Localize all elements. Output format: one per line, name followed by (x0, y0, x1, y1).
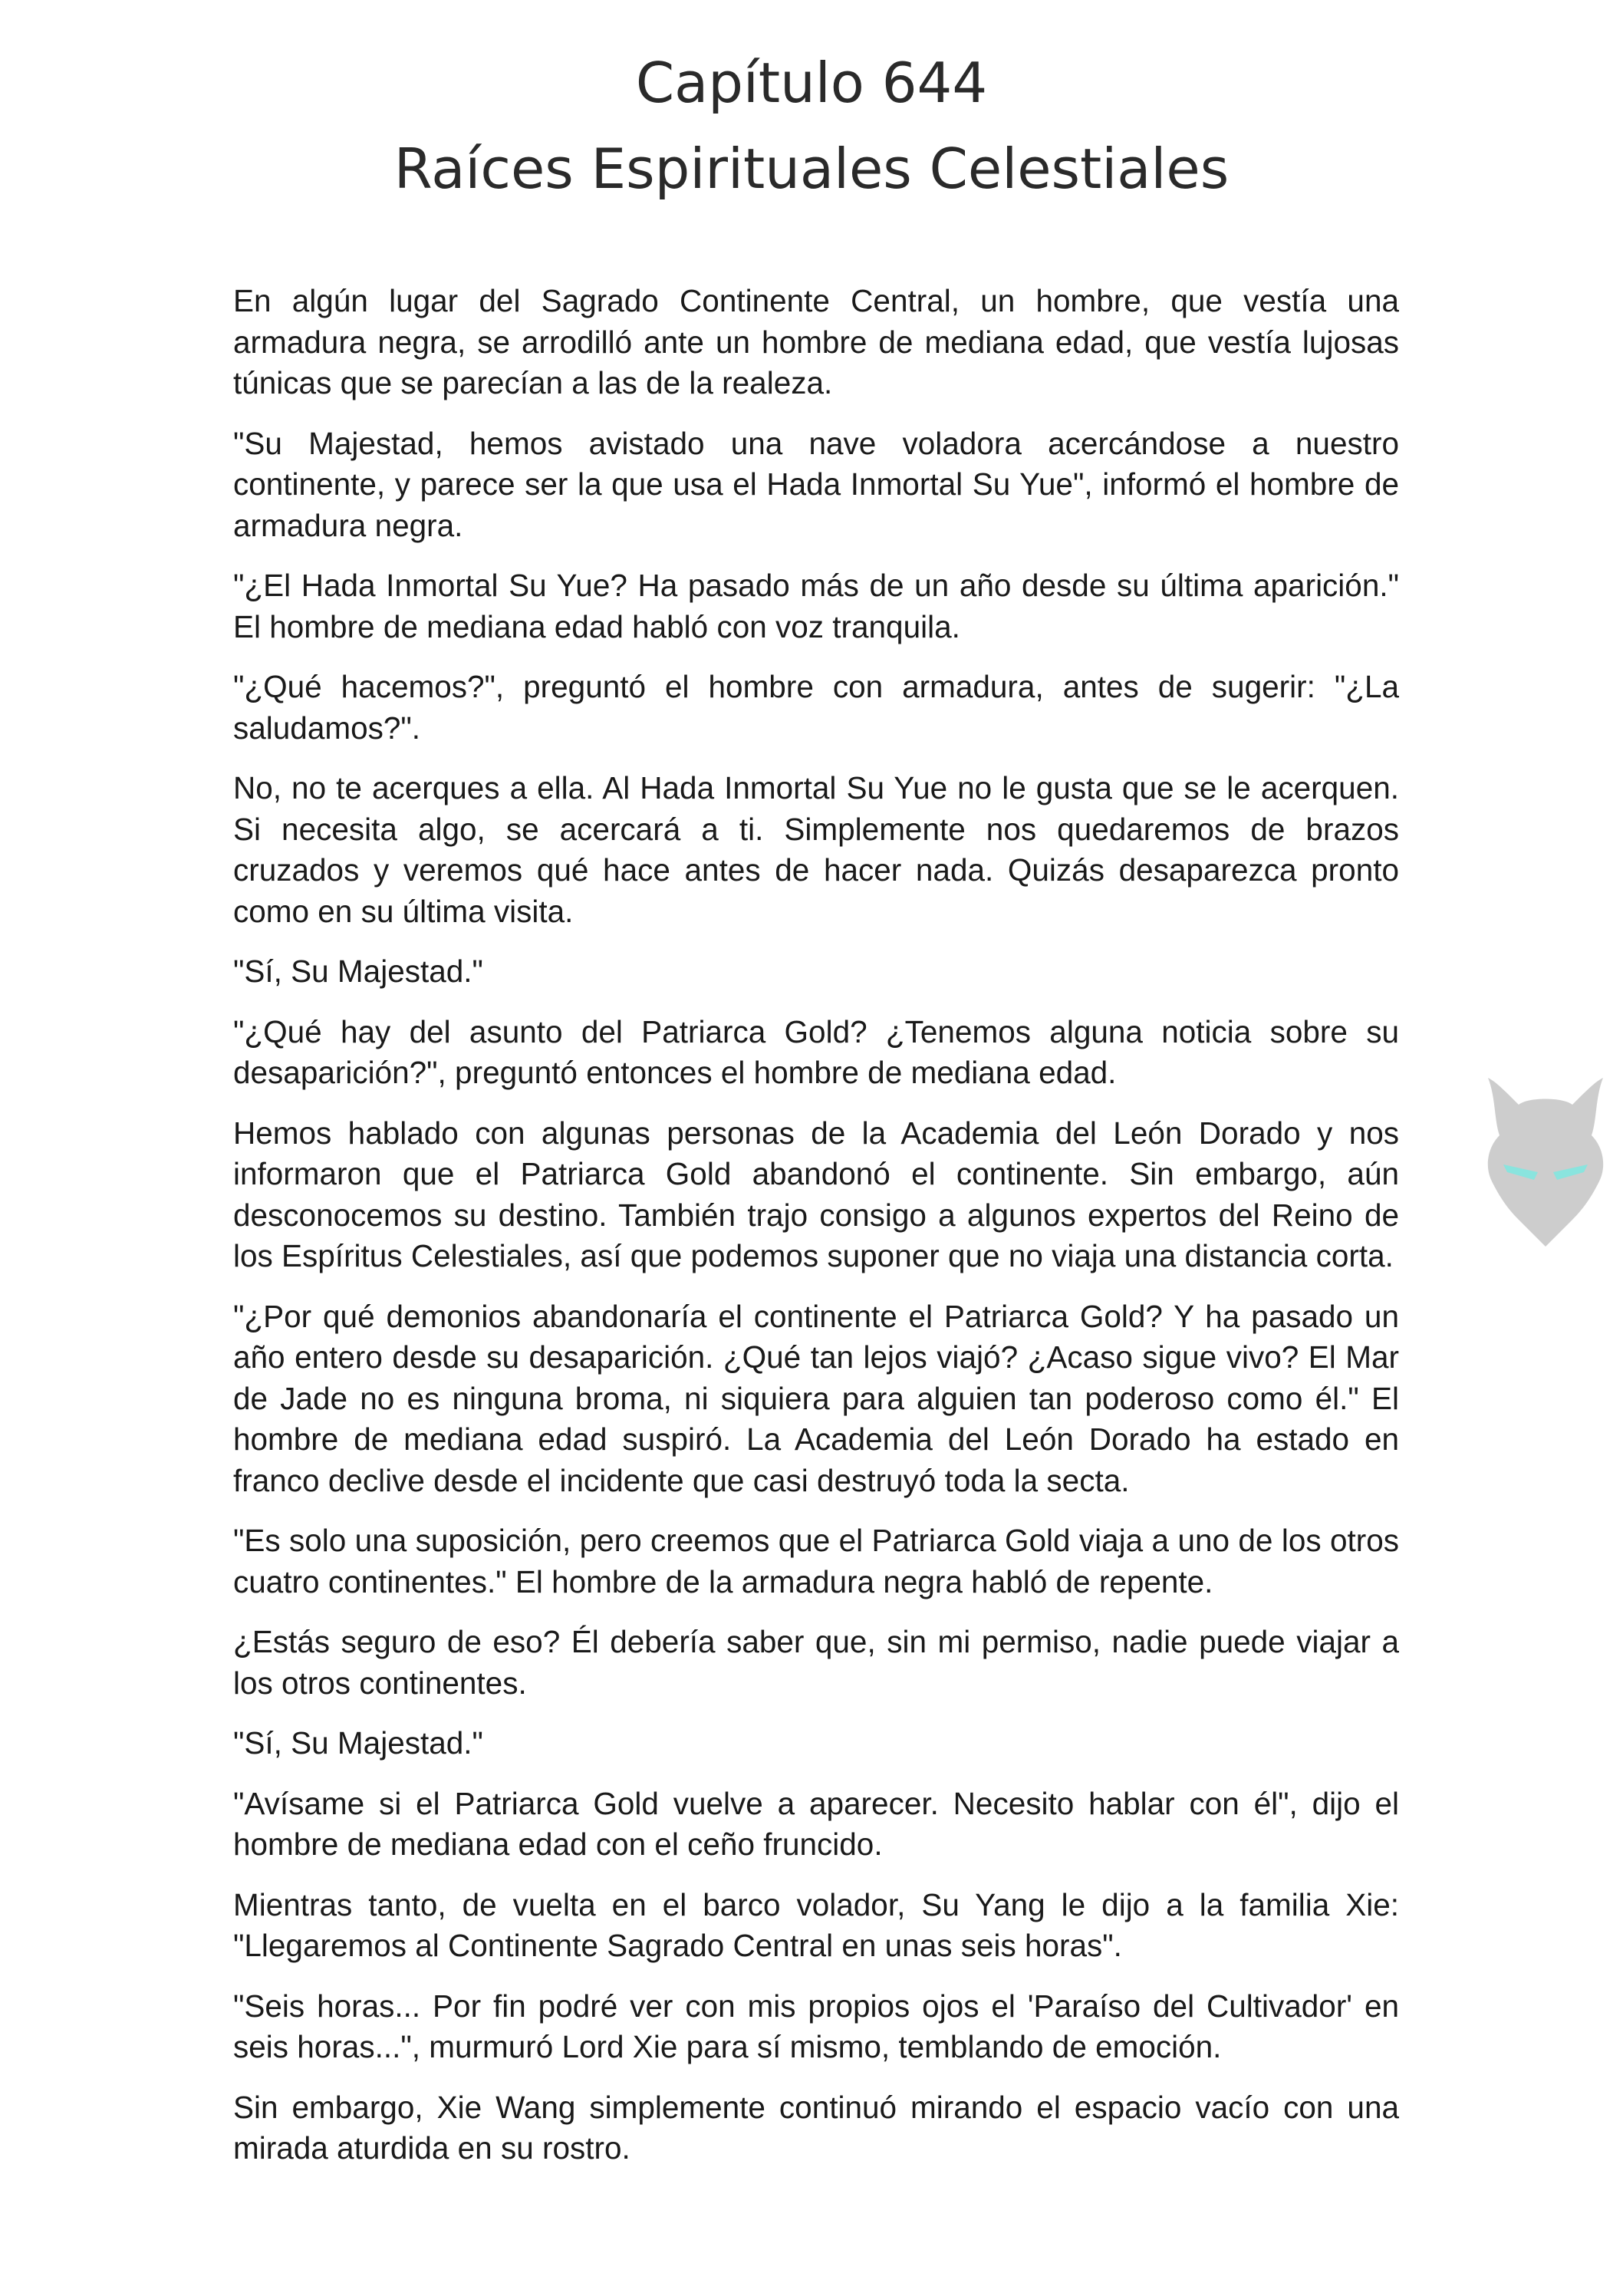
paragraph: "Avísame si el Patriarca Gold vuelve a aparecer. Necesito hablar con él", dijo el hombre de mediana edad con el ceño fruncido. (233, 1785, 1399, 1862)
paragraph: Hemos hablado con algunas personas de la Academia del León Dorado y nos informaron que el Patriarca Gold abandonó el continente. Sin embargo, aún desconocemos su destino. También trajo consigo a algunos expertos del Reino de los Espíritus Celestiales, así que podemos suponer que no viaja una distancia corta. (233, 1115, 1399, 1273)
paragraph: En algún lugar del Sagrado Continente Central, un hombre, que vestía una armadura negra, se arrodilló ante un hombre de mediana edad, que vestía lujosas túnicas que se parecían a las de la realeza. (233, 283, 1399, 400)
paragraph: "Seis horas... Por fin podré ver con mis propios ojos el 'Paraíso del Cultivador' en seis horas...", murmuró Lord Xie para sí mismo, temblando de emoción. (233, 1988, 1399, 2064)
demon-head-icon (1473, 1074, 1618, 1250)
paragraph: ¿Estás seguro de eso? Él debería saber que, sin mi permiso, nadie puede viajar a los otros continentes. (233, 1624, 1399, 1701)
paragraph: "¿El Hada Inmortal Su Yue? Ha pasado más de un año desde su última aparición." El hombre de mediana edad habló con voz tranquila. (233, 568, 1399, 644)
paragraph: No, no te acerques a ella. Al Hada Inmortal Su Yue no le gusta que se le acerquen. Si necesita algo, se acercará a ti. Simplemente nos quedaremos de brazos cruzados y veremos qué hace antes de hacer nada. Quizás desaparezca pronto como en su última visita. (233, 770, 1399, 929)
chapter-number: Capítulo 644 (635, 51, 988, 115)
chapter-body (233, 281, 1399, 2189)
paragraph: "¿Por qué demonios abandonaría el continente el Patriarca Gold? Y ha pasado un año entero desde su desaparición. ¿Qué tan lejos viajó? ¿Acaso sigue vivo? El Mar de Jade no es ninguna broma, ni siquiera para alguien tan poderoso como él." El hombre de mediana edad suspiró. La Academia del León Dorado ha estado en franco declive desde el incidente que casi destruyó toda la secta. (233, 1298, 1399, 1498)
paragraph: Sin embargo, Xie Wang simplemente continuó mirando el espacio vacío con una mirada aturdida en su rostro. (233, 2089, 1399, 2166)
chapter-title: Raíces Espirituales Celestiales (393, 137, 1230, 201)
paragraph: "Su Majestad, hemos avistado una nave voladora acercándose a nuestro continente, y parece ser la que usa el Hada Inmortal Su Yue", informó el hombre de armadura negra. (233, 425, 1399, 543)
paragraph: "Sí, Su Majestad." (233, 954, 483, 989)
paragraph: "Sí, Su Majestad." (233, 1725, 483, 1761)
paragraph: "Es solo una suposición, pero creemos que el Patriarca Gold viaja a uno de los otros cuatro continentes." El hombre de la armadura negra habló de repente. (233, 1523, 1399, 1599)
paragraph: Mientras tanto, de vuelta en el barco volador, Su Yang le dijo a la familia Xie: "Llegaremos al Continente Sagrado Central en unas seis horas". (233, 1886, 1399, 1963)
chapter-heading (0, 40, 1623, 212)
paragraph: "¿Qué hay del asunto del Patriarca Gold? ¿Tenemos alguna noticia sobre su desaparición?", preguntó entonces el hombre de mediana edad. (233, 1013, 1399, 1090)
paragraph: "¿Qué hacemos?", preguntó el hombre con armadura, antes de sugerir: "¿La saludamos?". (233, 669, 1399, 746)
